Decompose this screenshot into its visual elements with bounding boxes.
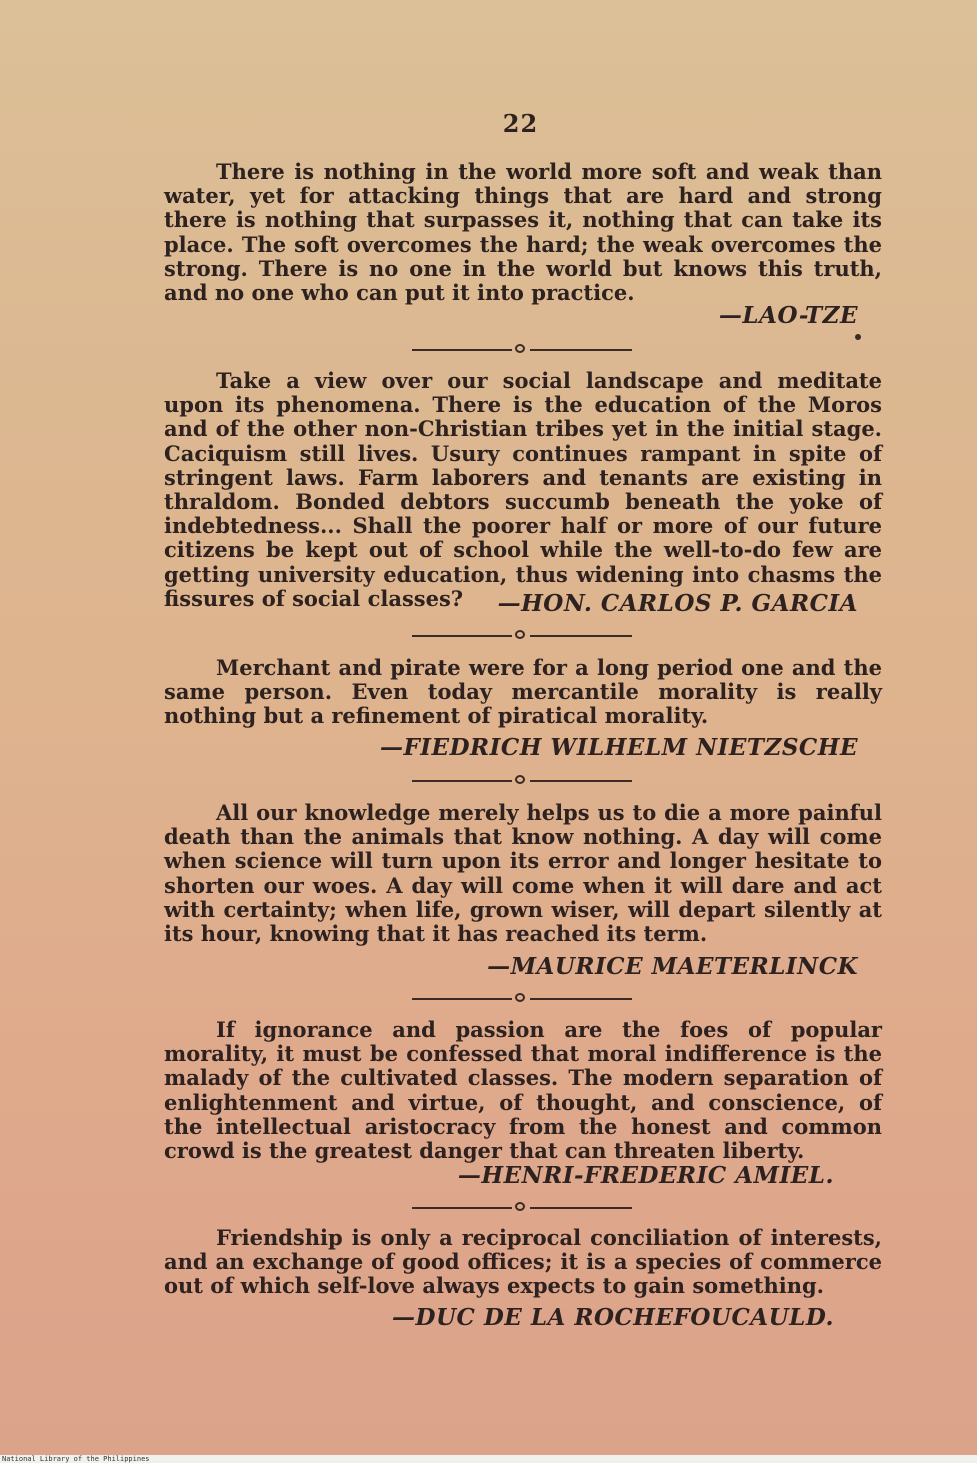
quote-author-rochefoucauld: —DUC DE LA ROCHEFOUCAULD. — [392, 1304, 834, 1331]
quote-text-amiel: If ignorance and passion are the foes of popular morality, it must be confessed that moral indifference is the malady of the cultivated classes. The modern separation of enlightenment and virtue, of thought, and conscience, of the intellectual aristocracy from the honest and common crowd is the greatest danger that can threaten liberty. — [164, 1017, 882, 1164]
quote-author-nietzsche: —FIEDRICH WILHELM NIETZSCHE — [379, 734, 858, 761]
section-divider — [412, 342, 632, 356]
quote-text-lao-tze: There is nothing in the world more soft and weak than water, yet for attacking things that are hard and strong there is nothing that surpasses it, nothing that can take its place. The soft overcomes the hard; the weak overcomes the strong. There is no one in the world but knows this truth, and no one who can put it into practice. — [164, 159, 882, 306]
section-divider — [412, 773, 632, 787]
quote-text-nietzsche: Merchant and pirate were for a long period one and the same person. Even today mercantile morality is really nothing but a refinement of piratical morality. — [164, 655, 882, 729]
divider-rule — [412, 998, 512, 1000]
divider-ornament — [515, 630, 525, 639]
divider-rule — [530, 349, 632, 351]
quote-author-amiel: —HENRI-FREDERIC AMIEL. — [457, 1162, 834, 1189]
divider-ornament — [515, 993, 525, 1002]
divider-rule — [530, 780, 632, 782]
ink-speck — [855, 334, 861, 340]
quote-text-maeterlinck: All our knowledge merely helps us to die a more painful death than the animals that know nothing. A day will come when science will turn upon its error and longer hesitate to shorten our woes. A day will come when it will dare and act with certainty; when life, grown wiser, will depart silently at its hour, knowing that it has reached its term. — [164, 800, 882, 947]
quote-author-lao-tze: —LAO-TZE — [718, 302, 858, 329]
divider-rule — [412, 349, 512, 351]
section-divider — [412, 1200, 632, 1214]
divider-rule — [530, 1207, 632, 1209]
divider-rule — [412, 1207, 512, 1209]
divider-ornament — [515, 1202, 525, 1211]
quote-text-garcia: Take a view over our social landscape and meditate upon its phenomena. There is the education of the Moros and of the other non-Christian tribes yet in the initial stage. Caciquism still lives. Usury continues rampant in spite of stringent laws. Farm laborers and tenants are existing in thraldom. Bonded debtors succumb beneath the yoke of indebtedness... Shall the poorer half or more of our future citizens be kept out of school while the well-to-do few are getting university education, thus widening into chasms the fissures of social classes? — [164, 368, 882, 611]
divider-ornament — [515, 344, 525, 353]
page-number: 22 — [502, 109, 539, 138]
quote-author-garcia: —HON. CARLOS P. GARCIA — [497, 590, 858, 617]
section-divider — [412, 991, 632, 1005]
divider-ornament — [515, 775, 525, 784]
library-credit: National Library of the Philippines — [2, 1455, 150, 1463]
divider-rule — [530, 998, 632, 1000]
section-divider — [412, 628, 632, 642]
quote-text-rochefoucauld: Friendship is only a reciprocal conciliation of interests, and an exchange of good offices; it is a species of commerce out of which self-love always expects to gain something. — [164, 1225, 882, 1299]
divider-rule — [412, 635, 512, 637]
quote-author-maeterlinck: —MAURICE MAETERLINCK — [487, 953, 858, 980]
divider-rule — [530, 635, 632, 637]
divider-rule — [412, 780, 512, 782]
